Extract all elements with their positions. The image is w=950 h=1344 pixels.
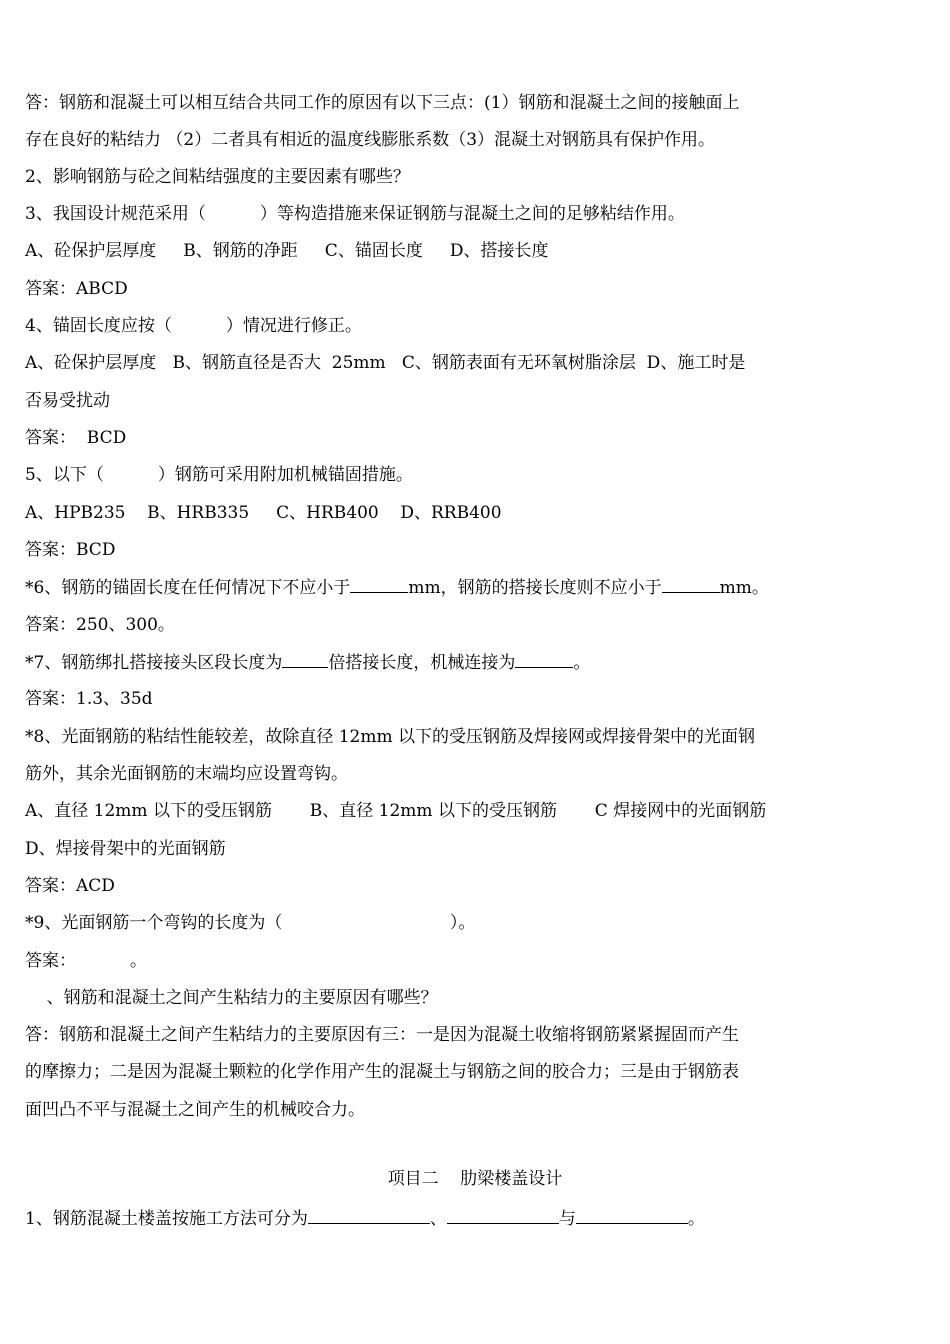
answer-line: 存在良好的粘结力 （2）二者具有相近的温度线膨胀系数（3）混凝土对钢筋具有保护作用。 [25,130,716,150]
options-line: A、砼保护层厚度 B、钢筋的净距 C、锚固长度 D、搭接长度 [25,241,549,261]
options-line: A、直径 12mm 以下的受压钢筋 B、直径 12mm 以下的受压钢筋 C 焊接网中的光面钢筋 [25,801,767,821]
question-line: 3、我国设计规范采用（ ）等构造措施来保证钢筋与混凝土之间的足够粘结作用。 [25,204,685,224]
fill-blank [447,1207,559,1224]
question-text: 。 [687,1209,705,1229]
section-title: 项目二 肋梁楼盖设计 [387,1169,563,1189]
answer-line: 答案： BCD [25,428,127,448]
question-line: *8、光面钢筋的粘结性能较差，故除直径 12mm 以下的受压钢筋及焊接网或焊接骨架中的光面钢 [25,727,755,747]
fill-blank [350,576,408,593]
question-text: mm。 [719,578,769,598]
question-text: mm，钢筋的搭接长度则不应小于 [408,578,662,598]
answer-line: 答案：250、300。 [25,615,175,635]
answer-line: 的摩擦力；二是因为混凝土颗粒的化学作用产生的混凝土与钢筋之间的胶合力；三是由于钢筋表 [25,1062,739,1082]
answer-line: 答：钢筋和混凝土可以相互结合共同工作的原因有以下三点：(1）钢筋和混凝土之间的接触面上 [25,93,740,113]
options-line: A、砼保护层厚度 B、钢筋直径是否大 25mm C、钢筋表面有无环氧树脂涂层 D、施工时是 [25,353,746,373]
question-text: 、 [429,1209,447,1229]
answer-line: 答案：ABCD [25,279,128,299]
fill-blank [282,651,328,668]
question-line: 4、锚固长度应按（ ）情况进行修正。 [25,316,362,336]
question-line: 、钢筋和混凝土之间产生粘结力的主要原因有哪些？ [25,988,438,1008]
options-line: A、HPB235 B、HRB335 C、HRB400 D、RRB400 [25,503,502,523]
answer-line: 答：钢筋和混凝土之间产生粘结力的主要原因有三：一是因为混凝土收缩将钢筋紧紧握固而产生 [25,1025,739,1045]
fill-blank [662,576,720,593]
question-line [25,1207,705,1230]
options-line: D、焊接骨架中的光面钢筋 [25,839,226,859]
answer-line: 答案：ACD [25,876,115,896]
question-text: 。 [573,653,591,673]
fill-blank [308,1207,430,1224]
question-text: 1、钢筋混凝土楼盖按施工方法可分为 [25,1209,308,1229]
fill-blank [576,1207,688,1224]
question-text: *7、钢筋绑扎搭接接头区段长度为 [25,653,283,673]
question-line [25,576,769,599]
question-line: 2、影响钢筋与砼之间粘结强度的主要因素有哪些？ [25,167,410,187]
question-text: 与 [558,1209,576,1229]
answer-line: 答案：1.3、35d [25,689,153,709]
fill-blank [515,651,573,668]
question-line: 5、以下（ ）钢筋可采用附加机械锚固措施。 [25,465,413,485]
question-text: *6、钢筋的锚固长度在任何情况下不应小于 [25,578,351,598]
question-line: *9、光面钢筋一个弯钩的长度为（ ）。 [25,913,476,933]
answer-line: 答案： 。 [25,951,148,971]
question-text: 倍搭接长度，机械连接为 [328,653,516,673]
answer-line: 面凹凸不平与混凝土之间产生的机械咬合力。 [25,1100,365,1120]
answer-line: 答案：BCD [25,540,116,560]
question-line: 筋外，其余光面钢筋的末端均应设置弯钩。 [25,764,348,784]
question-line [25,651,590,674]
options-line: 否易受扰动 [25,391,110,411]
